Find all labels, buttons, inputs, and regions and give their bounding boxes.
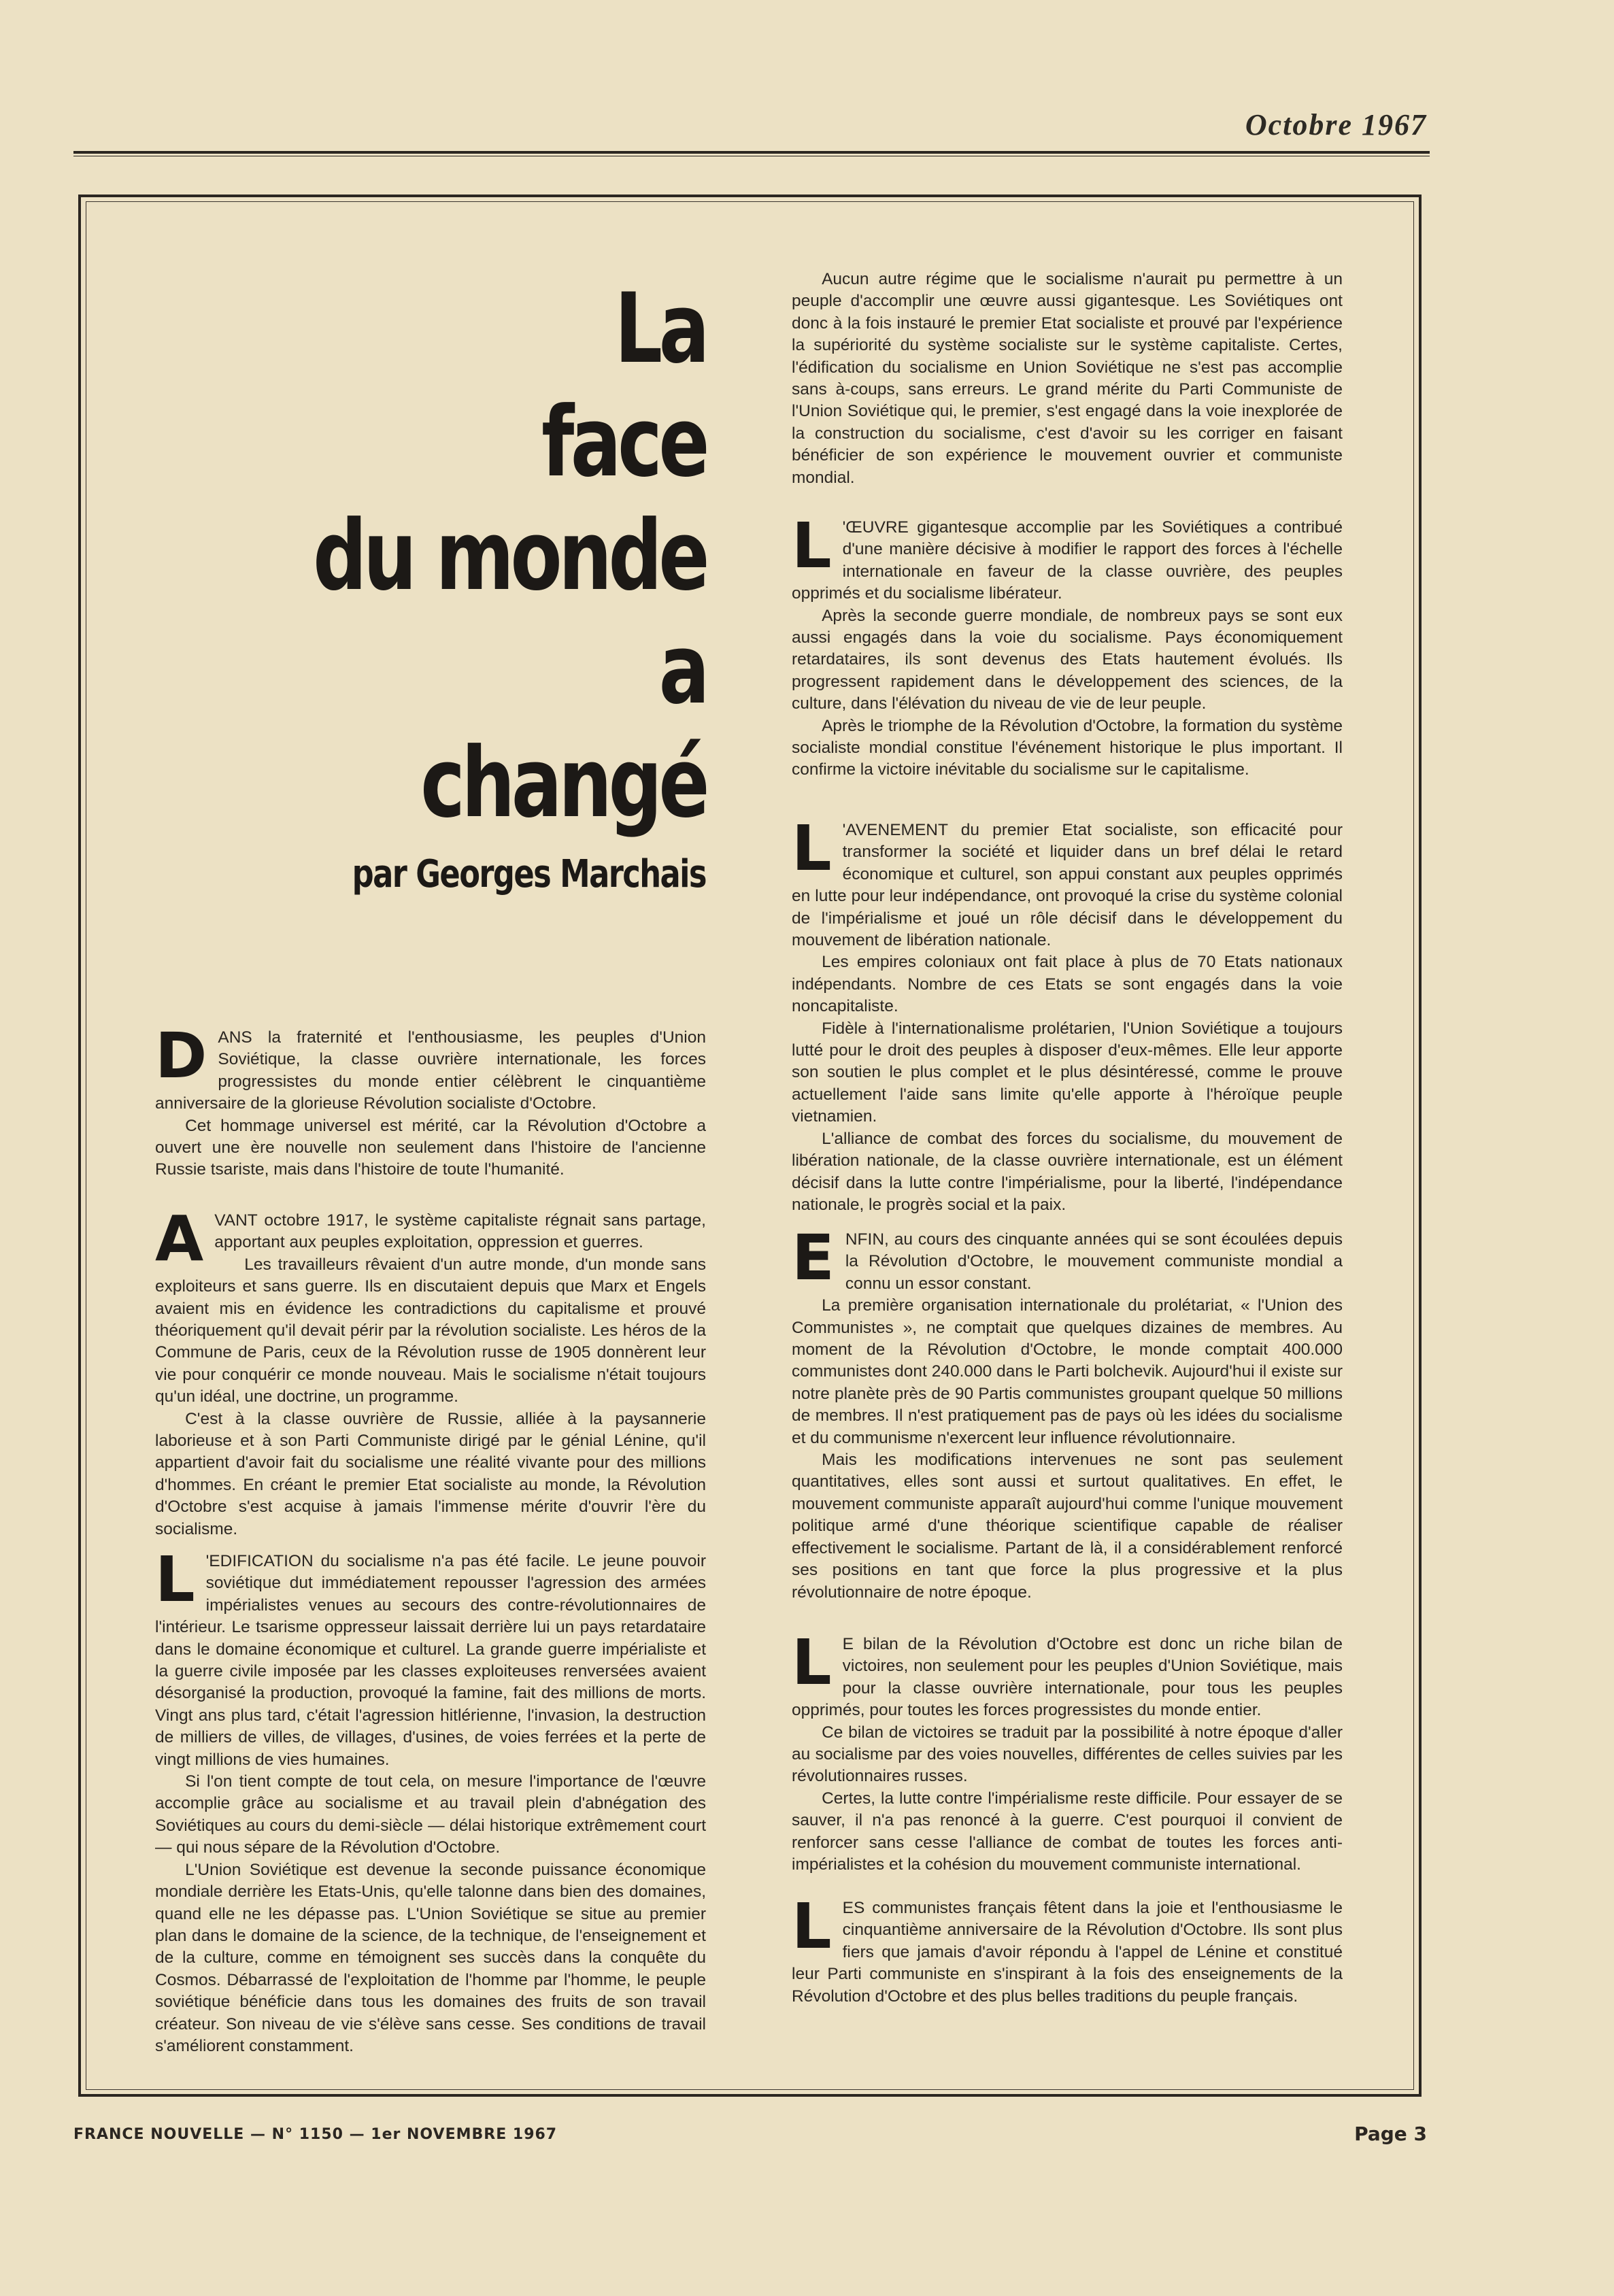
paragraph: 'AVENEMENT du premier Etat socialiste, son efficacité pour transformer la société et liquider dans un bref délai le retard économique et culturel, son appui constant aux peuples opprimés en lutte pour leur indépendance, ont provoqué la crise du système colonial de l'impérialisme et joué un rôle décisif dans le développement du mouvement de libération nationale. xyxy=(792,821,1343,950)
paragraph: Fidèle à l'internationalisme prolétarien, l'Union Soviétique a toujours lutté pour le droit des peuples à disposer d'eux-mêmes. Elle leur apporte son soutien le plus complet et le plus désintéressé, comme le prouve actuellement l'aide sans limite qu'elle apporte à l'héroïque peuple vietnamien. xyxy=(792,1019,1343,1126)
section-right-4 xyxy=(792,1626,1343,1876)
section-right-1 xyxy=(792,509,1343,781)
drop-cap: D xyxy=(155,1019,207,1092)
page-number: Page 3 xyxy=(1354,2123,1427,2145)
paragraph: C'est à la classe ouvrière de Russie, alliée à la paysannerie laborieuse et à son Parti Communiste dirigé par le génial Lénine, qu'il appartient d'avoir fait du socialisme une réalité vivante pour des millions d'hommes. En créant le premier Etat socialiste au monde, la Révolution d'Octobre s'est acquise à jamais l'immense mérite d'ouvrir l'ère du socialisme. xyxy=(155,1409,706,1538)
paragraph: ES communistes français fêtent dans la joie et l'enthousiasme le cinquantième anniversaire de la Révolution d'Octobre. Ils sont plus fiers que jamais d'avoir répondu à l'appel de Lénine et constitué leur Parti communiste en s'inspirant à la fois des enseignements de la Révolution d'Octobre et des plus belles traditions du peuple français. xyxy=(792,1899,1343,2006)
drop-cap: L xyxy=(792,1626,832,1699)
drop-cap: E xyxy=(792,1221,835,1294)
paragraph: NFIN, au cours des cinquante années qui se sont écoulées depuis la Révolution d'Octobre, le mouvement communiste mondial a connu un essor constant. xyxy=(845,1230,1343,1293)
section-left-2 xyxy=(155,1202,706,1540)
section-left-3 xyxy=(155,1543,706,2057)
article-title xyxy=(155,272,706,896)
paragraph: La première organisation internationale du prolétariat, « l'Union des Communistes », ne comptait que quelques dizaines de membres. Au moment de la Révolution d'Octobre, le monde comptait 400.000 communistes dont 240.000 dans le Parti bolchevik. Aujourd'hui il existe sur notre planète près de 90 Partis communistes groupant quelque 50 millions de membres. Il n'est pratiquement pas de pays où les idées du socialisme et du communisme n'exercent leur influence révolutionnaire. xyxy=(792,1296,1343,1447)
section-right-2 xyxy=(792,812,1343,1216)
paragraph: L'alliance de combat des forces du socialisme, du mouvement de libération nationale, de la classe ouvrière internationale, est un élément décisif dans la lutte contre l'impérialisme, pour la liberté, l'indépendance nationale, le progrès social et la paix. xyxy=(792,1129,1343,1214)
paragraph: Si l'on tient compte de tout cela, on mesure l'importance de l'œuvre accomplie grâce au socialisme et au travail plein d'abnégation des Soviétiques au cours du demi-siècle — délai historique extrêmement court — qui nous sépare de la Révolution d'Octobre. xyxy=(155,1772,706,1857)
paragraph: Aucun autre régime que le socialisme n'aurait pu permettre à un peuple d'accomplir une œuvre aussi gigantesque. Les Soviétiques ont donc à la fois instauré le premier Etat socialiste et prouvé par l'expérience la supériorité du système socialiste sur le système capitaliste. Certes, l'édification du socialisme en Union Soviétique ne s'est pas accomplie sans à-coups, sans erreurs. Le grand mérite du Parti Communiste de l'Union Soviétique qui, le premier, s'est engagé dans la voie inexplorée de la construction du socialisme, c'est d'avoir su les corriger en faisant bénéficier de son expérience le mouvement ouvrier et communiste mondial. xyxy=(792,270,1343,487)
title-line: du monde xyxy=(313,500,706,612)
author-byline: par Georges Marchais xyxy=(352,852,706,896)
issue-date: Octobre 1967 xyxy=(1245,108,1427,141)
paragraph: Ce bilan de victoires se traduit par la possibilité à notre époque d'aller au socialisme par des voies nouvelles, différentes de celles suivies par les révolutionnaires russes. xyxy=(792,1723,1343,1786)
paragraph: Après le triomphe de la Révolution d'Octobre, la formation du système socialiste mondial constitue l'événement historique le plus important. Il confirme la victoire inévitable du socialisme sur le capitalisme. xyxy=(792,716,1343,779)
drop-cap: L xyxy=(155,1543,195,1616)
paragraph: Mais les modifications intervenues ne sont pas seulement quantitatives, elles sont aussi et surtout qualitatives. En effet, le mouvement communiste apparaît aujourd'hui comme l'unique mouvement politique armé d'une théorique scientifique capable de réaliser effectivement le socialisme. Partant de là, il a considérablement renforcé ses positions en tant que force la plus progressive et la plus révolutionnaire de notre époque. xyxy=(792,1451,1343,1602)
header-rule xyxy=(73,151,1430,154)
section-right-3 xyxy=(792,1221,1343,1604)
paragraph: L'Union Soviétique est devenue la seconde puissance économique mondiale derrière les Etats-Unis, qu'elle talonne dans bien des domaines, quand elle ne les dépasse pas. L'Union Soviétique se situe au premier plan dans le domaine de la science, de la technique, de l'enseignement et de la culture, comme en témoignent ses succès dans la conquête du Cosmos. Débarrassé de l'exploitation de l'homme par l'homme, le peuple soviétique bénéficie dans tous les domaines des fruits de son travail créateur. Son niveau de vie s'élève sans cesse. Ses conditions de travail s'améliorent constamment. xyxy=(155,1860,706,2055)
paragraph: VANT octobre 1917, le système capitaliste régnait sans partage, apportant aux peuples exploitation, oppression et guerres. xyxy=(214,1211,706,1252)
paragraph: Les travailleurs rêvaient d'un autre monde, d'un monde sans exploiteurs et sans guerre. Ils en discutaient depuis que Marx et Engels avaient mis en évidence les contradictions du capitalisme et prouvé théoriquement qu'il devait périr par la révolution socialiste. Les héros de la Commune de Paris, ceux de la Révolution russe de 1905 donnèrent leur vie pour conquérir ce monde nouveau. Mais le socialisme n'était toujours qu'un idéal, une doctrine, un programme. xyxy=(155,1255,706,1406)
paragraph: Cet hommage universel est mérité, car la Révolution d'Octobre a ouvert une ère nouvelle non seulement dans l'histoire de l'ancienne Russie tsariste, mais dans l'histoire de toute l'humanité. xyxy=(155,1116,706,1179)
drop-cap: L xyxy=(792,509,832,582)
section-left-1 xyxy=(155,1019,706,1181)
paragraph: 'ŒUVRE gigantesque accomplie par les Soviétiques a contribué d'une manière décisive à modifier le rapport des forces à l'échelle internationale en faveur de la classe ouvrière, des peuples opprimés et du socialisme libérateur. xyxy=(792,518,1343,603)
section-right-0 xyxy=(792,269,1343,489)
drop-cap: L xyxy=(792,812,832,885)
paragraph: 'EDIFICATION du socialisme n'a pas été facile. Le jeune pouvoir soviétique dut immédiatement repousser l'agression des armées impérialistes venues au secours des contre-révolutionnaires de l'intérieur. Le tsarisme oppresseur laissait derrière lui un pays retardataire dans le domaine économique et culturel. La grande guerre impérialiste et la guerre civile imposée par les classes exploiteuses renversées avaient désorganisé la production, provoqué la famine, fait des millions de morts. Vingt ans plus tard, c'était l'agression hitlérienne, l'invasion, la destruction de milliers de villes, de villages, d'usines, de voies ferrées et la perte de vingt millions de vies humaines. xyxy=(155,1552,706,1769)
paragraph: E bilan de la Révolution d'Octobre est donc un riche bilan de victoires, non seulement pour les peuples d'Union Soviétique, mais pour la classe ouvrière internationale, pour tous les peuples opprimés, pour toutes les forces progressistes du monde entier. xyxy=(792,1635,1343,1720)
drop-cap: L xyxy=(792,1890,832,1963)
drop-cap: A xyxy=(155,1202,204,1275)
title-line: a xyxy=(658,613,706,726)
paragraph: Après la seconde guerre mondiale, de nombreux pays se sont eux aussi engagés dans la voie du socialisme. Pays économiquement retardataires, ils sont devenus des Etats hautement évolués. Ils progressent rapidement dans le développement des sciences, de la culture, dans l'élévation du niveau de vie de leur peuple. xyxy=(792,606,1343,713)
title-line: La xyxy=(614,273,706,385)
paragraph: Les empires coloniaux ont fait place à plus de 70 Etats nationaux indépendants. Nombre de ces Etats se sont engagés dans la voie noncapitaliste. xyxy=(792,953,1343,1016)
section-right-5 xyxy=(792,1890,1343,2008)
title-line: face xyxy=(541,386,706,499)
paragraph: Certes, la lutte contre l'impérialisme reste difficile. Pour essayer de se sauver, il n'a pas renoncé à la guerre. C'est pourquoi il convient de renforcer sans cesse l'alliance de combat de toutes les forces anti-impérialistes et la cohésion du mouvement communiste international. xyxy=(792,1789,1343,1874)
footer-publication: FRANCE NOUVELLE — N° 1150 — 1er NOVEMBRE 1967 xyxy=(73,2126,558,2143)
title-line: changé xyxy=(420,727,706,839)
paragraph: ANS la fraternité et l'enthousiasme, les peuples d'Union Soviétique, la classe ouvrière internationale, les forces progressistes du monde entier célèbrent le cinquantième anniversaire de la glorieuse Révolution socialiste d'Octobre. xyxy=(155,1028,706,1113)
